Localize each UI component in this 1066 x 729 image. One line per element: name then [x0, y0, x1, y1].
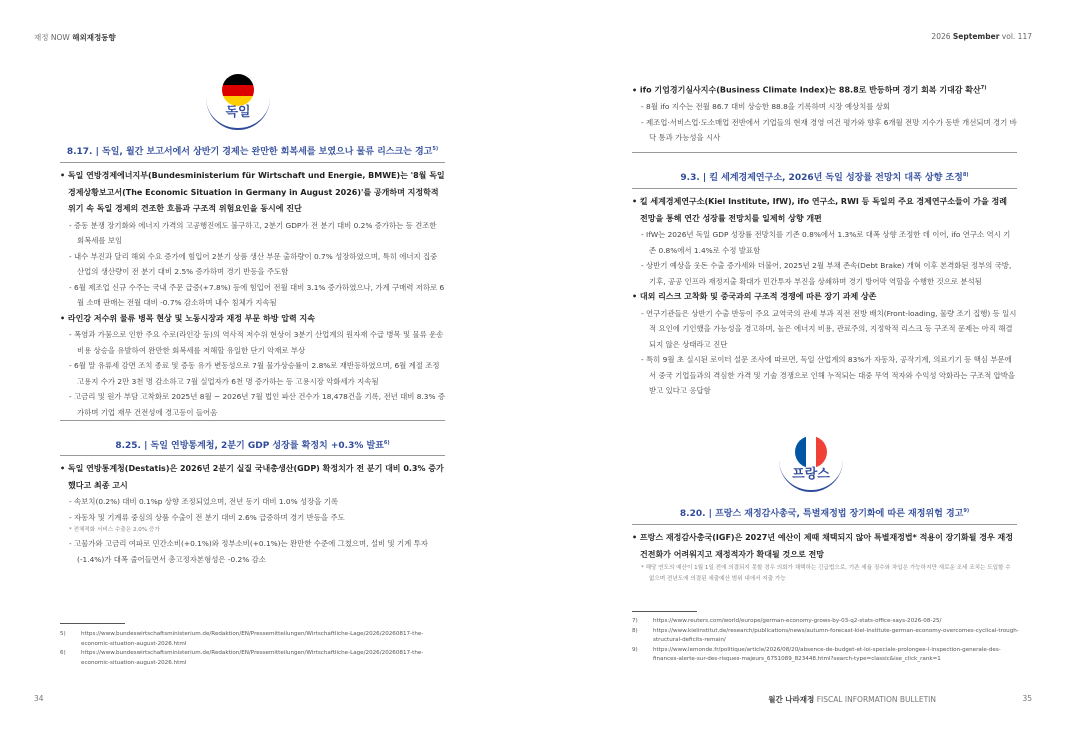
section-title-text: 9.3. | 킬 세계경제연구소, 2026년 독일 성장률 전망치 대폭 상향 조정 [680, 173, 963, 183]
sub-bullet: - 속보치(0.2%) 대비 0.1%p 상향 조정되었으며, 전년 동기 대비 1.0% 성장을 기록 [60, 494, 445, 510]
sub-bullet: - 고물가와 고금리 여파로 민간소비(+0.1%)와 정부소비(+0.1%)는 완만한 수준에 그쳤으며, 설비 및 기계 투자(-1.4%)가 대폭 줄어들면서 총고정자본형성은 -0.2% 감소 [60, 536, 445, 567]
header-prefix: 재정 NOW [34, 33, 70, 42]
bullet: • 대외 리스크 고착화 및 중국과의 구조적 경쟁에 따른 장기 과제 상존 [632, 289, 1017, 306]
footnote-link[interactable]: https://www.bundeswirtschaftsministerium.de/Redaktion/EN/Pressemitteilungen/Wirtschaftliche-Lage/2026/20260817-the-economic-situation-august-2026.html [81, 650, 424, 666]
divider [60, 455, 445, 456]
section-title [60, 438, 445, 451]
bullet [632, 80, 1017, 99]
section-title [632, 506, 1017, 519]
sub-bullet: - 연구기관들은 상반기 수출 반등이 주요 교역국의 관세 부과 직전 전방 배치(Front-loading, 물량 조기 집행) 등 일시적 요인에 기인했을 가능성을 경고하며, 높은 에너지 비용, 관료주의, 지정학적 리스크 등 구조적 문제는 아직 해결되지 않은 상태라고 진단 [632, 306, 1017, 353]
header-volume: vol. 117 [1001, 32, 1032, 41]
footnote [60, 630, 445, 649]
header-left [34, 32, 116, 43]
note: * 전체적화 서비스 수출은 2.0% 증가 [69, 527, 160, 533]
footnotes-left [60, 630, 445, 668]
sub-bullet: - 고금리 및 원가 부담 고착화로 2025년 8월 ~ 2026년 7월 법인 파산 건수가 18,478건을 기록, 전년 대비 8.3% 증가하며 기업 재무 건전성에 경고등이 들어옴 [60, 389, 445, 420]
footnote-ref: 6) [383, 440, 390, 446]
footer-brand-name: 월간 나라재정 [768, 695, 815, 704]
bullet: • 독일 연방통계청(Destatis)은 2026년 2분기 실질 국내총생산(GDP) 확정치가 전 분기 대비 0.3% 증가했다고 최종 고시 [60, 461, 445, 494]
right-section-4-body [632, 530, 1017, 585]
bullet: • 독일 연방경제에너지부(Bundesministerium für Wirtschaft und Energie, BMWE)는 '8월 독일 경제상황보고서(The Economic Situation in Germany in August 2026)'를 공개하며 지정학적 위기 속 독일 경제의 견조한 흐름과 구조적 위험요인을 동시에 진단 [60, 168, 445, 218]
footnote-number: 6) [60, 650, 66, 657]
footnote [632, 627, 1024, 646]
right-section-3 [632, 170, 1017, 183]
section-title-text: 8.17. | 독일, 월간 보고서에서 상반기 경제는 완만한 회복세를 보였으나 물류 리스크는 경고 [66, 147, 433, 157]
footnote-ref: 9) [963, 508, 970, 514]
divider [60, 420, 445, 421]
footnote-ref: 5) [432, 146, 439, 152]
france-badge [777, 436, 845, 492]
right-section-3-body [632, 194, 1017, 399]
footnote-link[interactable]: https://www.lemonde.fr/politique/article/2026/08/20/absence-de-budget-et-loi-speciale-prolongee-l-inspection-generale-des-finances-alerte-sur-des-risques-majeurs_6751089_823448.html?search-type=classic&ise_click_rank=1 [653, 646, 1001, 663]
footnote-ref: 8) [962, 172, 969, 178]
footnote-number: 7) [632, 618, 638, 624]
footer-brand [768, 694, 936, 705]
footnote-divider [60, 623, 125, 624]
header-month: September [952, 32, 1000, 41]
divider [60, 162, 445, 163]
sub-bullet: - 8월 ifo 지수는 전월 86.7 대비 상승한 88.8을 기록하며 시장 예상치를 상회 [632, 99, 1017, 115]
footnote [60, 649, 445, 668]
page-number-left: 34 [34, 694, 44, 703]
footer-brand-text: FISCAL INFORMATION BULLETIN [816, 695, 936, 704]
footnote-divider [632, 611, 697, 612]
footnote-number: 8) [632, 627, 638, 634]
sub-bullet: - 폭염과 가뭄으로 인한 주요 수로(라인강 등)의 역사적 저수위 현상이 3분기 산업계의 원자재 수급 병목 및 물류 운송 비용 상승을 유발하여 완만한 회복세를 저해할 유일한 단기 악재로 부상 [60, 327, 445, 358]
divider [632, 188, 1017, 189]
bullet-text: ifo 기업경기실사지수(Business Climate Index)는 88.8로 반등하며 경기 회복 기대감 확산 [639, 85, 981, 95]
footnote-ref: 7) [980, 85, 987, 91]
bullet: • 라인강 저수위 물류 병목 현상 및 노동시장과 재정 부문 하방 압력 지속 [60, 311, 445, 328]
sub-bullet: - 자동차 및 기계류 중심의 상품 수출이 전 분기 대비 2.6% 급증하며 경기 반등을 주도 [60, 510, 445, 526]
germany-badge [204, 74, 272, 130]
left-section-1 [60, 144, 445, 157]
sub-bullet: - 6월 말 유류세 감면 조치 종료 및 증동 유가 변동성으로 7월 물가상승률이 2.8%로 재반등하였으며, 6월 계절 조정 고용지 수가 2만 3천 명 감소하고 7월 실업자가 6천 명 증가하는 등 고용시장 악화세가 지속됨 [60, 358, 445, 389]
footnote [632, 646, 1024, 665]
left-section-2-body [60, 461, 445, 567]
header-section-title: 해외재정동향 [72, 33, 116, 42]
sub-bullet: - 6월 제조업 신규 수주는 국내 주문 급증(+7.8%) 등에 힘입어 전월 대비 3.1% 증가하였으나, 가계 구매력 저하로 6월 소매 판매는 전월 대비 -0.7% 감소하며 내수 침체가 지속됨 [60, 280, 445, 311]
footnotes-right [632, 617, 1024, 665]
left-section-1-body [60, 168, 445, 420]
country-label: 프랑스 [792, 467, 830, 482]
section-title-text: 8.25. | 독일 연방통계청, 2분기 GDP 성장률 확정치 +0.3% 발표 [115, 441, 384, 451]
left-section-2 [60, 438, 445, 451]
header-right [931, 32, 1032, 41]
section-title-text: 8.20. | 프랑스 재정감사총국, 특별재정법 장기화에 따른 재정위험 경고 [679, 509, 964, 519]
sub-bullet: - 증동 분쟁 장기화와 에너지 가격의 고공행진에도 불구하고, 2분기 GDP가 전 분기 대비 0.2% 증가하는 등 견조한 회복세를 보임 [60, 218, 445, 249]
footnote [632, 617, 1024, 627]
sub-bullet: - IfW는 2026년 독일 GDP 성장률 전망치를 기존 0.8%에서 1.3%로 대폭 상향 조정한 데 이어, ifo 연구소 역시 기존 0.8%에서 1.4%로 수정 발표함 [632, 227, 1017, 258]
note: * 해당 연도의 예산이 1월 1일 전에 의결되지 못할 경우 의회가 채택하는 긴급법으로, 기존 세율 징수와 차입은 가능하지만 새로운 조세 조치는 도입할 수 없으며 전년도에 의결된 세출예산 범위 내에서 지출 가능 [641, 565, 1011, 582]
page-number-right: 35 [1022, 694, 1032, 703]
footnote-number: 5) [60, 631, 66, 637]
divider [632, 524, 1017, 525]
country-label: 독일 [225, 105, 251, 120]
footnote-number: 9) [632, 646, 638, 653]
bullet: • 프랑스 재정감사총국(IGF)은 2027년 예산이 제때 채택되지 않아 특별재정법* 적용이 장기화될 경우 재정건전화가 어려워지고 재정적자가 확대될 것으로 전망 [632, 530, 1017, 563]
footnote-link[interactable]: https://www.bundeswirtschaftsministerium.de/Redaktion/EN/Pressemitteilungen/Wirtschaftliche-Lage/2026/20260817-the-economic-situation-august-2026.html [81, 631, 424, 647]
section-title [632, 170, 1017, 183]
sub-bullet: - 내수 부진과 달리 해외 수요 증가에 힘입어 2분기 상품 생산 부문 출하량이 0.7% 성장하였으며, 특히 에너지 집중 산업의 생산량이 전 분기 대비 2.5% 증가하며 경기 반등을 주도함 [60, 249, 445, 280]
sub-bullet: - 상반기 예상을 웃돈 수출 증가세와 더불어, 2025년 2월 부채 존속(Debt Brake) 개혁 이후 본격화된 정부의 국방, 기후, 공공 인프라 재정지출 확대가 민간투자 부진을 상쇄하며 경기 방어막 역할을 수행한 것으로 분석됨 [632, 258, 1017, 289]
sub-bullet: - 특히 9월 초 실시된 로이터 설문 조사에 따르면, 독일 산업계의 83%가 자동차, 공작기계, 의료기기 등 핵심 부문에서 중국 기업들과의 격심한 가격 및 기술 경쟁으로 인해 누적되는 대중 무역 적자와 수익성 악화라는 구조적 압박을 받고 있다고 응답함 [632, 352, 1017, 399]
right-top-body [632, 80, 1017, 146]
footnote-link[interactable]: https://www.kielinstitut.de/research/publications/news/autumn-forecast-kiel-institute-german-economy-overcomes-cyclical-trough-structural-deficits-remain/ [653, 627, 1019, 644]
section-title [60, 144, 445, 157]
sub-bullet: - 제조업·서비스업·도소매업 전반에서 기업들의 현재 경영 여건 평가와 향후 6개월 전망 지수가 동반 개선되며 경기 바닥 통과 가능성을 시사 [632, 115, 1017, 146]
right-section-4 [632, 506, 1017, 519]
footnote-link[interactable]: https://www.reuters.com/world/europe/german-economy-grows-by-03-q2-stats-office-says-2026-08-25/ [653, 618, 942, 624]
divider [632, 152, 1017, 153]
header-year: 2026 [931, 32, 951, 41]
bullet: • 킬 세계경제연구소(Kiel Institute, IfW), ifo 연구소, RWI 등 독일의 주요 경제연구소들이 가을 정례 전망을 통해 연간 성장률 전망치를 일제히 상향 개편 [632, 194, 1017, 227]
